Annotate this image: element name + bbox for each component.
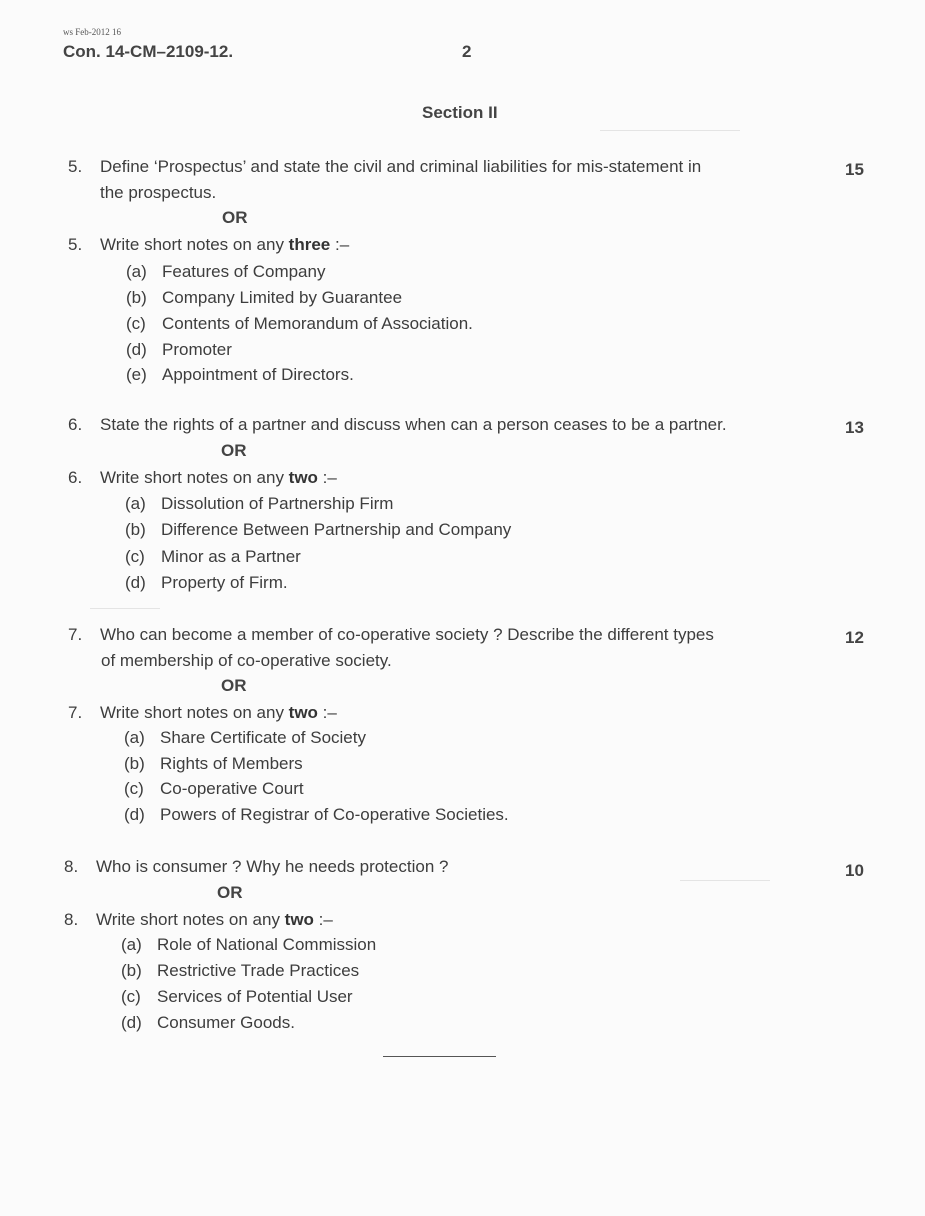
- sub-item-label: (a): [121, 935, 142, 954]
- question-text: Who is consumer ? Why he needs protection ?: [96, 857, 449, 876]
- sub-item-text: Powers of Registrar of Co-operative Societies.: [160, 805, 509, 824]
- or-separator: OR: [221, 441, 247, 460]
- question-number: 5.: [68, 157, 83, 176]
- sub-item-label: (d): [121, 1013, 142, 1032]
- sub-item: [125, 547, 301, 567]
- sub-item-text: Difference Between Partnership and Company: [161, 520, 512, 539]
- sub-item-text: Co-operative Court: [160, 779, 304, 798]
- sub-item-label: (a): [124, 728, 145, 747]
- sub-item: [125, 573, 288, 593]
- question-7-continued: of membership of co-operative society.: [101, 651, 392, 670]
- sub-item: [124, 728, 366, 748]
- marks-q8: 10: [845, 861, 864, 880]
- sub-item-text: Consumer Goods.: [157, 1013, 295, 1032]
- marks-q7: 12: [845, 628, 864, 647]
- sub-item-label: (b): [125, 520, 146, 539]
- sub-item-text: Minor as a Partner: [161, 547, 301, 566]
- question-text: Define ‘Prospectus’ and state the civil and criminal liabilities for mis-statement in: [100, 157, 702, 176]
- alt-suffix: :–: [313, 910, 333, 929]
- sub-item: [126, 288, 402, 308]
- sub-item: [124, 805, 509, 825]
- alt-emphasis: two: [288, 703, 318, 722]
- question-8: [64, 854, 448, 880]
- alt-emphasis: two: [288, 468, 318, 487]
- sub-item-text: Property of Firm.: [161, 573, 288, 592]
- alt-suffix: :–: [317, 703, 337, 722]
- print-stamp: ws Feb-2012 16: [63, 27, 121, 37]
- sub-item: [121, 1013, 295, 1033]
- sub-item-text: Appointment of Directors.: [162, 365, 354, 384]
- sub-item: [126, 314, 473, 334]
- question-number: 6.: [68, 415, 83, 434]
- alt-suffix: :–: [330, 235, 350, 254]
- sub-item-label: (c): [126, 314, 146, 333]
- sub-item-label: (d): [124, 805, 145, 824]
- sub-item-label: (a): [125, 494, 146, 513]
- question-5-continued: the prospectus.: [100, 183, 217, 202]
- marks-q6: 13: [845, 418, 864, 437]
- sub-item-label: (c): [121, 987, 141, 1006]
- alt-prefix: Write short notes on any: [100, 468, 289, 487]
- question-6: [68, 412, 727, 438]
- question-text: Who can become a member of co-operative society ? Describe the different types: [100, 625, 714, 644]
- sub-item: [124, 754, 303, 774]
- question-text: State the rights of a partner and discuss when can a person ceases to be a partner.: [100, 415, 727, 434]
- question-number: 7.: [68, 625, 83, 644]
- scan-noise: [600, 130, 740, 131]
- sub-item-label: (c): [125, 547, 145, 566]
- question-number: 8.: [64, 910, 79, 929]
- question-5: [68, 154, 701, 180]
- question-7: [68, 622, 714, 648]
- sub-item-label: (a): [126, 262, 147, 281]
- sub-item-text: Restrictive Trade Practices: [157, 961, 360, 980]
- question-7-alternative: [68, 700, 337, 726]
- sub-item-label: (b): [121, 961, 142, 980]
- sub-item-text: Features of Company: [162, 262, 326, 281]
- question-number: 7.: [68, 703, 83, 722]
- sub-item: [121, 961, 359, 981]
- question-number: 8.: [64, 857, 79, 876]
- sub-item-text: Contents of Memorandum of Association.: [162, 314, 473, 333]
- or-separator: OR: [222, 208, 248, 227]
- scan-noise: [680, 880, 770, 881]
- question-8-alternative: [64, 907, 333, 933]
- sub-item: [121, 987, 353, 1007]
- question-number: 5.: [68, 235, 83, 254]
- or-separator: OR: [221, 676, 247, 695]
- sub-item: [121, 935, 376, 955]
- section-title: Section II: [422, 103, 498, 122]
- sub-item: [124, 779, 304, 799]
- sub-item-text: Services of Potential User: [157, 987, 353, 1006]
- sub-item-label: (d): [126, 340, 147, 359]
- sub-item-label: (e): [126, 365, 147, 384]
- question-number: 6.: [68, 468, 83, 487]
- or-separator: OR: [217, 883, 243, 902]
- alt-emphasis: three: [288, 235, 331, 254]
- sub-item-text: Share Certificate of Society: [160, 728, 366, 747]
- paper-code: Con. 14-CM–2109-12.: [63, 42, 234, 61]
- page-number: 2: [462, 42, 472, 61]
- sub-item-label: (c): [124, 779, 144, 798]
- sub-item: [125, 520, 511, 540]
- alt-emphasis: two: [284, 910, 314, 929]
- sub-item-text: Promoter: [162, 340, 232, 359]
- sub-item-text: Rights of Members: [160, 754, 303, 773]
- marks-q5: 15: [845, 160, 864, 179]
- sub-item-text: Role of National Commission: [157, 935, 377, 954]
- question-5-alternative: [68, 232, 349, 258]
- alt-prefix: Write short notes on any: [100, 703, 289, 722]
- sub-item: [126, 340, 232, 360]
- sub-item: [126, 262, 325, 282]
- sub-item-text: Dissolution of Partnership Firm: [161, 494, 394, 513]
- sub-item-text: Company Limited by Guarantee: [162, 288, 403, 307]
- sub-item-label: (b): [126, 288, 147, 307]
- alt-prefix: Write short notes on any: [96, 910, 285, 929]
- end-rule: [383, 1056, 496, 1057]
- sub-item-label: (b): [124, 754, 145, 773]
- sub-item: [125, 494, 393, 514]
- scan-noise: [90, 608, 160, 609]
- question-6-alternative: [68, 465, 337, 491]
- alt-suffix: :–: [317, 468, 337, 487]
- sub-item: [126, 365, 354, 385]
- sub-item-label: (d): [125, 573, 146, 592]
- alt-prefix: Write short notes on any: [100, 235, 289, 254]
